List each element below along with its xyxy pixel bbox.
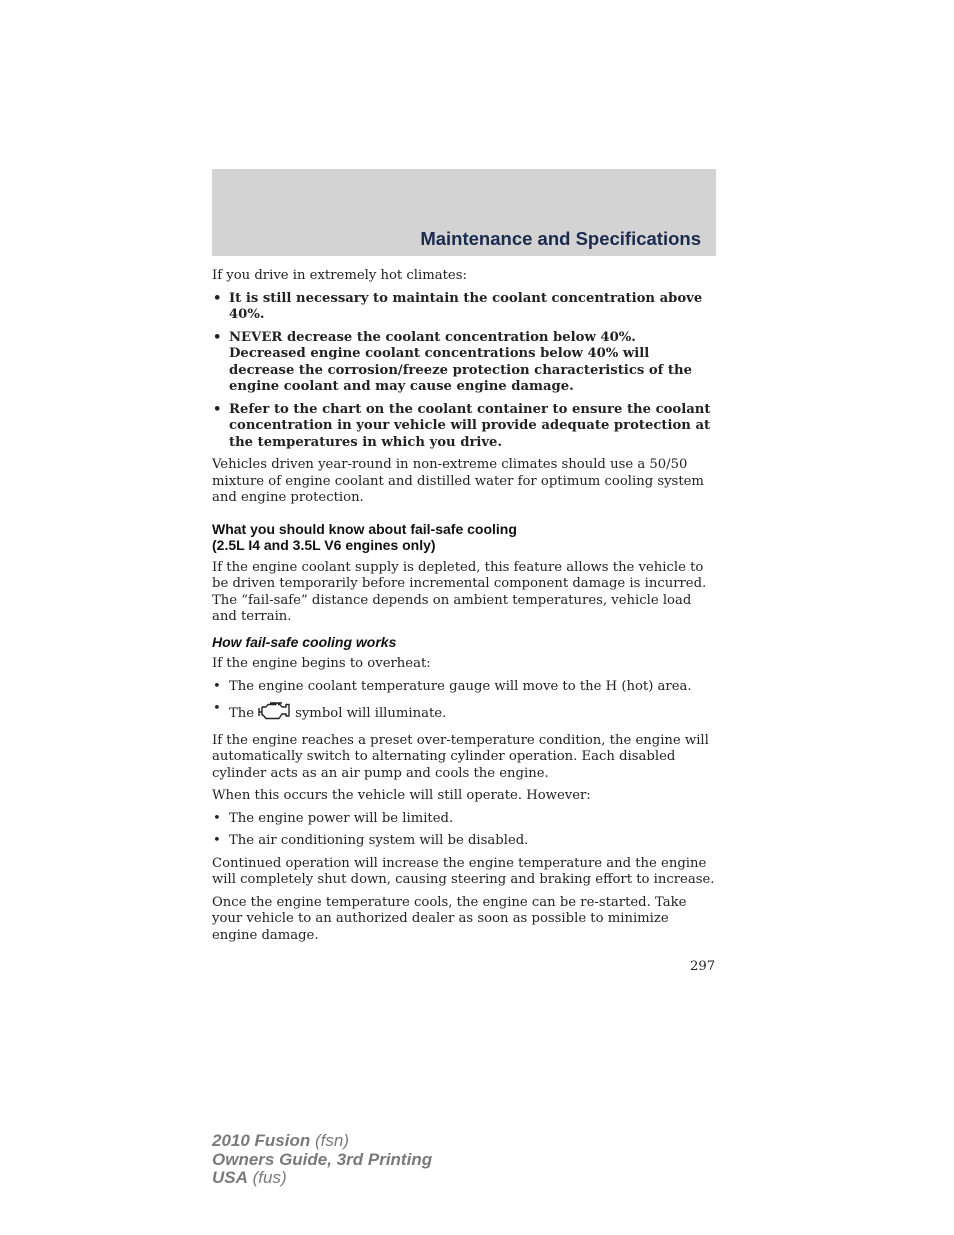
list-item: • The symbol will illuminate.	[212, 701, 717, 727]
bullet-text-pre: The	[229, 706, 255, 721]
hot-climate-bullet-list	[212, 291, 717, 452]
how-failsafe-works-heading: How fail-safe cooling works	[212, 633, 397, 650]
bullet-text: NEVER decrease the coolant concentration below 40%. Decreased engine coolant concentrations below 40% will decrease the corrosion/freeze protection characteristics of the engine coolant and may cause engine damage.	[229, 329, 692, 394]
page-content	[212, 268, 717, 950]
footer-line3	[212, 1169, 432, 1188]
section-title: Maintenance and Specifications	[420, 228, 701, 249]
list-item: • Refer to the chart on the coolant container to ensure the coolant concentration in your vehicle will provide adequate protection at the temperatures in which you drive.	[213, 401, 711, 450]
bullet-text: It is still necessary to maintain the coolant concentration above 40%.	[229, 290, 703, 322]
failsafe-heading	[212, 521, 717, 554]
bullet-text: Refer to the chart on the coolant container to ensure the coolant concentration in your vehicle will provide adequate protection at the temperatures in which you drive.	[229, 401, 711, 450]
bullet-text: The air conditioning system will be disabled.	[229, 833, 529, 848]
overtemp-paragraph: If the engine reaches a preset over-temperature condition, the engine will automatically switch to alternating cylinder operation. Each disabled cylinder acts as an air pump and cools the engine.	[212, 732, 709, 781]
list-item: • It is still necessary to maintain the coolant concentration above 40%.	[213, 290, 703, 322]
list-item: • The engine power will be limited.	[213, 810, 454, 826]
footer-line1	[212, 1132, 432, 1151]
operate-paragraph: When this occurs the vehicle will still operate. However:	[212, 788, 591, 803]
bullet-text: The engine power will be limited.	[229, 810, 454, 826]
hot-climate-intro: If you drive in extremely hot climates:	[212, 268, 467, 283]
bullet-text-post: symbol will illuminate.	[295, 706, 447, 721]
section-header-band	[212, 169, 716, 256]
footer-model: 2010 Fusion	[212, 1131, 311, 1150]
failsafe-paragraph: If the engine coolant supply is depleted, this feature allows the vehicle to be driven temporarily before incremental component damage is incurred. The “fail-safe” distance depends on ambient temperatures, vehicle load and terrain.	[212, 559, 707, 624]
continued-operation-paragraph: Continued operation will increase the engine temperature and the engine will completely shut down, causing steering and braking effort to increase.	[212, 855, 715, 887]
footer-model-code: (fsn)	[315, 1131, 349, 1150]
document-footer	[212, 1132, 432, 1188]
footer-market-code: (fus)	[252, 1168, 287, 1187]
list-item: • The engine coolant temperature gauge will move to the H (hot) area.	[213, 678, 692, 694]
list-item: • NEVER decrease the coolant concentration below 40%. Decreased engine coolant concentrations below 40% will decrease the corrosion/freeze protection characteristics of the engine coolant and may cause engine damage.	[213, 329, 692, 394]
nonextreme-paragraph: Vehicles driven year-round in non-extreme climates should use a 50/50 mixture of engine coolant and distilled water for optimum cooling system and engine protection.	[212, 457, 704, 505]
overheat-intro: If the engine begins to overheat:	[212, 656, 431, 671]
footer-line2: Owners Guide, 3rd Printing	[212, 1149, 433, 1169]
engine-symbol-icon	[256, 701, 292, 727]
failsafe-heading-line2: (2.5L I4 and 3.5L V6 engines only)	[212, 537, 436, 553]
failsafe-heading-line1: What you should know about fail-safe cooling	[212, 520, 517, 537]
overheat-bullet-list	[212, 679, 717, 727]
bullet-text: The engine coolant temperature gauge will move to the H (hot) area.	[229, 678, 692, 694]
restart-paragraph: Once the engine temperature cools, the engine can be re-started. Take your vehicle to an authorized dealer as soon as possible to minimize engine damage.	[212, 894, 687, 943]
page-number: 297	[690, 959, 716, 974]
operate-bullet-list	[212, 811, 717, 850]
footer-market: USA	[212, 1168, 248, 1187]
list-item: • The air conditioning system will be disabled.	[213, 833, 529, 848]
